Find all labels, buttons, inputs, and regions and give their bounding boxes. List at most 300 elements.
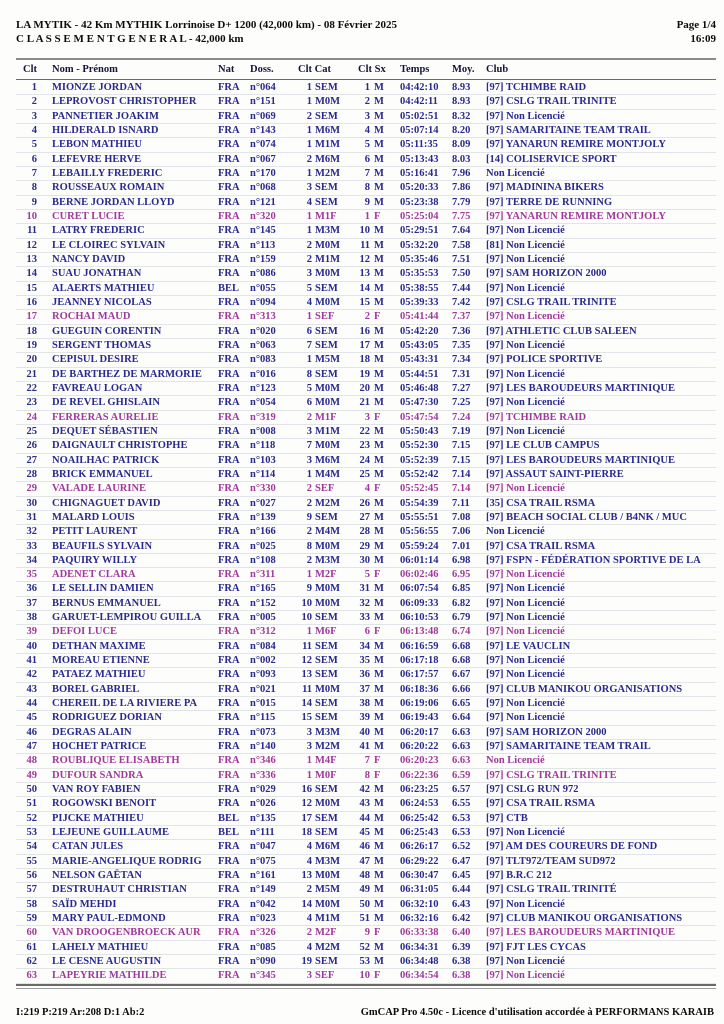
cell-rank: 11 — [27, 225, 37, 237]
cell-nationality: FRA — [218, 784, 240, 796]
cell-average-speed: 7.24 — [452, 411, 471, 423]
cell-category-rank: 2 M6M — [306, 153, 341, 165]
cell-average-speed: 6.38 — [452, 970, 471, 982]
cell-bib-number: n°145 — [250, 225, 276, 237]
cell-average-speed: 7.11 — [452, 497, 470, 509]
cell-average-speed: 6.42 — [452, 913, 471, 925]
cell-average-speed: 6.39 — [452, 941, 471, 953]
cell-category-rank: 4 SEM — [306, 196, 338, 208]
cell-bib-number: n°143 — [250, 124, 276, 136]
cell-name: CHIGNAGUET DAVID — [52, 497, 161, 509]
cell-nationality: FRA — [218, 956, 240, 968]
cell-rank: 6 — [31, 153, 37, 165]
document-header — [16, 18, 716, 46]
cell-category-rank: 3 M3M — [306, 726, 341, 738]
cell-bib-number: n°021 — [250, 683, 276, 695]
cell-category-rank: 10 M0M — [301, 597, 341, 609]
cell-sex-rank: 8 M — [364, 182, 384, 194]
cell-category-rank: 3 M0M — [306, 268, 341, 280]
cell-average-speed: 7.58 — [452, 239, 471, 251]
cell-category-rank: 14 SEM — [301, 698, 338, 710]
cell-club: [97] YANARUN REMIRE MONTJOLY — [486, 210, 666, 222]
cell-bib-number: n°170 — [250, 167, 276, 179]
cell-average-speed: 6.43 — [452, 898, 471, 910]
table-row — [16, 282, 716, 296]
cell-time: 05:11:35 — [400, 139, 438, 151]
cell-club: [97] Non Licencié — [486, 827, 565, 839]
cell-rank: 53 — [26, 827, 37, 839]
cell-nationality: FRA — [218, 153, 240, 165]
table-row — [16, 425, 716, 439]
cell-sex-rank: 7 F — [364, 755, 381, 767]
cell-club: Non Licencié — [486, 755, 545, 767]
cell-sex-rank: 25 M — [359, 468, 384, 480]
cell-sex-rank: 27 M — [359, 511, 384, 523]
cell-bib-number: n°067 — [250, 153, 276, 165]
table-row — [16, 454, 716, 468]
cell-average-speed: 6.44 — [452, 884, 471, 896]
cell-category-rank: 1 M2M — [306, 167, 341, 179]
cell-category-rank: 1 M1F — [306, 210, 337, 222]
cell-time: 06:31:05 — [400, 884, 439, 896]
cell-nationality: FRA — [218, 167, 240, 179]
table-row — [16, 654, 716, 668]
cell-category-rank: 1 M2F — [306, 569, 337, 581]
cell-bib-number: n°140 — [250, 741, 276, 753]
cell-bib-number: n°093 — [250, 669, 276, 681]
cell-time: 05:56:55 — [400, 526, 439, 538]
cell-rank: 20 — [26, 354, 37, 366]
cell-nationality: FRA — [218, 354, 240, 366]
cell-nationality: FRA — [218, 540, 240, 552]
cell-average-speed: 6.53 — [452, 812, 471, 824]
cell-name: PAQUIRY WILLY — [52, 554, 138, 566]
table-row — [16, 310, 716, 324]
cell-rank: 8 — [31, 182, 37, 194]
cell-rank: 60 — [26, 927, 37, 939]
cell-rank: 48 — [26, 755, 37, 767]
cell-rank: 44 — [26, 698, 37, 710]
cell-category-rank: 9 SEM — [306, 511, 338, 523]
cell-time: 06:23:25 — [400, 784, 439, 796]
col-header-name: Nom - Prénom — [52, 64, 118, 75]
cell-name: LEBAILLY FREDERIC — [52, 167, 163, 179]
cell-rank: 34 — [26, 554, 37, 566]
cell-nationality: FRA — [218, 440, 240, 452]
cell-bib-number: n°149 — [250, 884, 276, 896]
cell-average-speed: 7.96 — [452, 167, 471, 179]
cell-name: DE REVEL GHISLAIN — [52, 397, 160, 409]
table-row — [16, 81, 716, 95]
cell-rank: 17 — [26, 311, 37, 323]
cell-time: 05:47:30 — [400, 397, 439, 409]
cell-club: [97] CSLG TRAIL TRINITÉ — [486, 884, 617, 896]
cell-club: [97] CSLG TRAIL TRINITE — [486, 96, 617, 108]
cell-sex-rank: 26 M — [359, 497, 384, 509]
cell-club: [97] Non Licencié — [486, 583, 565, 595]
cell-rank: 22 — [26, 382, 37, 394]
cell-bib-number: n°159 — [250, 253, 276, 265]
cell-bib-number: n°165 — [250, 583, 276, 595]
table-row — [16, 411, 716, 425]
cell-club: [97] Non Licencié — [486, 597, 565, 609]
cell-average-speed: 6.47 — [452, 855, 471, 867]
cell-bib-number: n°139 — [250, 511, 276, 523]
cell-name: FAVREAU LOGAN — [52, 382, 143, 394]
table-row — [16, 296, 716, 310]
cell-average-speed: 7.75 — [452, 210, 471, 222]
cell-average-speed: 7.79 — [452, 196, 471, 208]
cell-nationality: FRA — [218, 454, 240, 466]
cell-average-speed: 6.53 — [452, 827, 471, 839]
table-row — [16, 525, 716, 539]
cell-bib-number: n°055 — [250, 282, 276, 294]
table-row — [16, 797, 716, 811]
cell-bib-number: n°113 — [250, 239, 276, 251]
cell-average-speed: 7.86 — [452, 182, 471, 194]
cell-bib-number: n°063 — [250, 339, 276, 351]
cell-nationality: FRA — [218, 597, 240, 609]
cell-name: ROUSSEAUX ROMAIN — [52, 182, 165, 194]
cell-sex-rank: 43 M — [359, 798, 384, 810]
cell-time: 05:39:33 — [400, 296, 439, 308]
cell-time: 06:01:14 — [400, 554, 439, 566]
cell-rank: 43 — [26, 683, 37, 695]
cell-club: [97] Non Licencié — [486, 712, 565, 724]
cell-name: CHEREIL DE LA RIVIERE PA — [52, 698, 198, 710]
col-header-cltsx: Clt Sx — [358, 64, 386, 75]
cell-sex-rank: 41 M — [359, 741, 384, 753]
table-row — [16, 898, 716, 912]
table-row — [16, 812, 716, 826]
cell-name: LAHELY MATHIEU — [52, 941, 149, 953]
cell-average-speed: 7.31 — [452, 368, 471, 380]
cell-rank: 14 — [26, 268, 37, 280]
cell-name: DETHAN MAXIME — [52, 640, 146, 652]
cell-sex-rank: 9 F — [364, 927, 381, 939]
footer-stats: I:219 P:219 Ar:208 D:1 Ab:2 — [16, 1007, 145, 1018]
cell-club: [97] Non Licencié — [486, 397, 565, 409]
cell-category-rank: 1 M3M — [306, 225, 341, 237]
cell-average-speed: 8.93 — [452, 96, 471, 108]
cell-average-speed: 7.37 — [452, 311, 471, 323]
cell-name: MALARD LOUIS — [52, 511, 135, 523]
table-row — [16, 926, 716, 940]
cell-time: 06:26:17 — [400, 841, 439, 853]
cell-club: [97] TCHIMBE RAID — [486, 411, 587, 423]
cell-average-speed: 7.44 — [452, 282, 471, 294]
cell-nationality: FRA — [218, 483, 240, 495]
cell-sex-rank: 7 M — [364, 167, 384, 179]
cell-sex-rank: 11 M — [360, 239, 384, 251]
cell-name: DAIGNAULT CHRISTOPHE — [52, 440, 188, 452]
col-header-moy: Moy. — [452, 64, 475, 75]
cell-nationality: FRA — [218, 698, 240, 710]
cell-average-speed: 6.45 — [452, 870, 471, 882]
cell-average-speed: 7.25 — [452, 397, 471, 409]
cell-category-rank: 1 M6M — [306, 124, 341, 136]
cell-category-rank: 15 SEM — [301, 712, 338, 724]
table-row — [16, 941, 716, 955]
cell-category-rank: 3 SEM — [306, 182, 338, 194]
cell-nationality: FRA — [218, 468, 240, 480]
cell-rank: 33 — [26, 540, 37, 552]
cell-bib-number: n°084 — [250, 640, 276, 652]
cell-sex-rank: 4 F — [364, 483, 381, 495]
cell-nationality: FRA — [218, 913, 240, 925]
table-row — [16, 253, 716, 267]
cell-time: 06:17:57 — [400, 669, 439, 681]
cell-name: ALAERTS MATHIEU — [52, 282, 155, 294]
cell-club: [97] ASSAUT SAINT-PIERRE — [486, 468, 624, 480]
cell-average-speed: 7.27 — [452, 382, 471, 394]
cell-time: 06:34:48 — [400, 956, 439, 968]
cell-bib-number: n°069 — [250, 110, 276, 122]
cell-bib-number: n°029 — [250, 784, 276, 796]
col-header-nat: Nat — [218, 64, 235, 75]
cell-rank: 52 — [26, 812, 37, 824]
cell-time: 06:18:36 — [400, 683, 439, 695]
cell-rank: 39 — [26, 626, 37, 638]
table-row — [16, 769, 716, 783]
cell-club: [97] CSA TRAIL RSMA — [486, 540, 596, 552]
table-row — [16, 196, 716, 210]
cell-name: DUFOUR SANDRA — [52, 769, 144, 781]
cell-category-rank: 17 SEM — [301, 812, 338, 824]
cell-rank: 36 — [26, 583, 37, 595]
cell-nationality: FRA — [218, 382, 240, 394]
cell-bib-number: n°086 — [250, 268, 276, 280]
table-header-row — [16, 58, 716, 80]
cell-club: [35] CSA TRAIL RSMA — [486, 497, 596, 509]
cell-bib-number: n°027 — [250, 497, 276, 509]
page-number: Page 1/4 — [676, 19, 716, 31]
cell-nationality: FRA — [218, 769, 240, 781]
table-row — [16, 683, 716, 697]
cell-time: 04:42:11 — [400, 96, 438, 108]
cell-sex-rank: 3 F — [364, 411, 381, 423]
cell-nationality: BEL — [218, 282, 240, 294]
cell-club: [97] CTB — [486, 812, 528, 824]
cell-category-rank: 1 M0F — [306, 769, 337, 781]
cell-sex-rank: 19 M — [359, 368, 384, 380]
cell-name: LEBON MATHIEU — [52, 139, 142, 151]
cell-club: [97] Non Licencié — [486, 368, 565, 380]
cell-name: LEJEUNE GUILLAUME — [52, 827, 169, 839]
table-row — [16, 224, 716, 238]
cell-bib-number: n°064 — [250, 82, 276, 93]
cell-sex-rank: 21 M — [359, 397, 384, 409]
cell-nationality: FRA — [218, 82, 240, 93]
cell-club: [97] FJT LES CYCAS — [486, 941, 586, 953]
cell-rank: 61 — [26, 941, 37, 953]
cell-bib-number: n°121 — [250, 196, 276, 208]
cell-time: 05:42:20 — [400, 325, 439, 337]
cell-club: [97] B.R.C 212 — [486, 870, 552, 882]
document-footer — [16, 1007, 714, 1018]
cell-time: 06:17:18 — [400, 655, 439, 667]
cell-nationality: FRA — [218, 970, 240, 982]
cell-sex-rank: 3 M — [364, 110, 384, 122]
cell-time: 06:20:17 — [400, 726, 439, 738]
cell-sex-rank: 17 M — [359, 339, 384, 351]
table-row — [16, 582, 716, 596]
cell-average-speed: 6.52 — [452, 841, 471, 853]
cell-sex-rank: 18 M — [359, 354, 384, 366]
cell-rank: 62 — [26, 956, 37, 968]
cell-name: PANNETIER JOAKIM — [52, 110, 159, 122]
cell-time: 05:41:44 — [400, 311, 439, 323]
cell-sex-rank: 2 F — [364, 311, 381, 323]
cell-average-speed: 6.40 — [452, 927, 471, 939]
table-row — [16, 883, 716, 897]
cell-bib-number: n°161 — [250, 870, 276, 882]
cell-name: DEQUET SÉBASTIEN — [52, 425, 158, 437]
cell-bib-number: n°311 — [250, 569, 276, 581]
cell-category-rank: 1 M1M — [306, 139, 341, 151]
cell-rank: 10 — [26, 210, 37, 222]
cell-club: [97] CSLG TRAIL TRINITE — [486, 296, 617, 308]
cell-club: [97] SAM HORIZON 2000 — [486, 726, 607, 738]
table-row — [16, 697, 716, 711]
table-row — [16, 969, 716, 983]
cell-name: RODRIGUEZ DORIAN — [52, 712, 162, 724]
cell-nationality: FRA — [218, 139, 240, 151]
cell-category-rank: 18 SEM — [301, 827, 338, 839]
table-row — [16, 625, 716, 639]
cell-sex-rank: 2 M — [364, 96, 384, 108]
cell-sex-rank: 1 M — [364, 82, 384, 93]
cell-club: [97] Non Licencié — [486, 483, 565, 495]
cell-bib-number: n°016 — [250, 368, 276, 380]
cell-name: BEAUFILS SYLVAIN — [52, 540, 153, 552]
cell-sex-rank: 33 M — [359, 612, 384, 624]
cell-sex-rank: 5 M — [364, 139, 384, 151]
cell-name: ROUBLIQUE ELISABETH — [52, 755, 180, 767]
cell-nationality: FRA — [218, 511, 240, 523]
table-row — [16, 840, 716, 854]
cell-rank: 37 — [26, 597, 37, 609]
cell-club: [97] LES BAROUDEURS MARTINIQUE — [486, 382, 675, 394]
cell-sex-rank: 30 M — [359, 554, 384, 566]
cell-nationality: FRA — [218, 612, 240, 624]
cell-name: ROCHAI MAUD — [52, 311, 131, 323]
cell-average-speed: 6.79 — [452, 612, 471, 624]
cell-bib-number: n°103 — [250, 454, 276, 466]
cell-time: 06:29:22 — [400, 855, 439, 867]
cell-sex-rank: 23 M — [359, 440, 384, 452]
cell-rank: 7 — [31, 167, 37, 179]
cell-category-rank: 13 SEM — [301, 669, 338, 681]
cell-bib-number: n°115 — [250, 712, 276, 724]
cell-category-rank: 5 SEM — [306, 282, 338, 294]
cell-nationality: FRA — [218, 855, 240, 867]
cell-bib-number: n°346 — [250, 755, 276, 767]
table-row — [16, 382, 716, 396]
cell-nationality: FRA — [218, 239, 240, 251]
cell-sex-rank: 31 M — [359, 583, 384, 595]
table-row — [16, 540, 716, 554]
cell-sex-rank: 12 M — [359, 253, 384, 265]
table-row — [16, 239, 716, 253]
cell-category-rank: 4 M2M — [306, 941, 341, 953]
cell-name: SAÏD MEHDI — [52, 898, 117, 910]
table-body — [16, 81, 716, 984]
cell-average-speed: 6.63 — [452, 755, 471, 767]
table-row — [16, 640, 716, 654]
cell-sex-rank: 32 M — [359, 597, 384, 609]
cell-category-rank: 4 M6M — [306, 841, 341, 853]
cell-rank: 28 — [26, 468, 37, 480]
cell-club: [97] Non Licencié — [486, 425, 565, 437]
cell-time: 06:34:54 — [400, 970, 439, 982]
cell-category-rank: 10 SEM — [301, 612, 338, 624]
col-header-club: Club — [486, 64, 509, 75]
cell-club: [97] Non Licencié — [486, 311, 565, 323]
cell-nationality: FRA — [218, 640, 240, 652]
cell-time: 05:16:41 — [400, 167, 439, 179]
cell-average-speed: 8.20 — [452, 124, 471, 136]
cell-nationality: FRA — [218, 669, 240, 681]
cell-club: [97] Non Licencié — [486, 698, 565, 710]
table-row — [16, 210, 716, 224]
cell-sex-rank: 36 M — [359, 669, 384, 681]
cell-average-speed: 8.93 — [452, 82, 471, 93]
cell-sex-rank: 51 M — [359, 913, 384, 925]
cell-category-rank: 8 SEM — [306, 368, 338, 380]
table-row — [16, 353, 716, 367]
cell-category-rank: 12 M0M — [301, 798, 341, 810]
cell-time: 06:24:53 — [400, 798, 439, 810]
cell-club: [14] COLISERVICE SPORT — [486, 153, 617, 165]
cell-time: 06:22:36 — [400, 769, 439, 781]
cell-time: 04:42:10 — [400, 82, 439, 93]
cell-sex-rank: 4 M — [364, 124, 384, 136]
cell-time: 05:35:53 — [400, 268, 439, 280]
cell-rank: 31 — [26, 511, 37, 523]
table-row — [16, 855, 716, 869]
cell-time: 05:07:14 — [400, 124, 439, 136]
cell-rank: 57 — [26, 884, 37, 896]
cell-category-rank: 19 SEM — [301, 956, 338, 968]
cell-time: 05:32:20 — [400, 239, 439, 251]
cell-sex-rank: 5 F — [364, 569, 381, 581]
cell-rank: 5 — [31, 139, 37, 151]
cell-name: CURET LUCIE — [52, 210, 125, 222]
cell-category-rank: 2 M4M — [306, 526, 341, 538]
cell-nationality: FRA — [218, 311, 240, 323]
cell-average-speed: 7.14 — [452, 483, 471, 495]
cell-bib-number: n°326 — [250, 927, 276, 939]
table-row — [16, 325, 716, 339]
cell-name: SERGENT THOMAS — [52, 339, 152, 351]
cell-time: 05:13:43 — [400, 153, 439, 165]
cell-sex-rank: 50 M — [359, 898, 384, 910]
cell-sex-rank: 35 M — [359, 655, 384, 667]
cell-name: NANCY DAVID — [52, 253, 126, 265]
cell-rank: 30 — [26, 497, 37, 509]
cell-bib-number: n°123 — [250, 382, 276, 394]
cell-rank: 41 — [26, 655, 37, 667]
cell-bib-number: n°085 — [250, 941, 276, 953]
cell-rank: 38 — [26, 612, 37, 624]
cell-average-speed: 7.36 — [452, 325, 471, 337]
cell-average-speed: 7.15 — [452, 440, 471, 452]
cell-nationality: FRA — [218, 124, 240, 136]
cell-club: [97] AM DES COUREURS DE FOND — [486, 841, 658, 853]
cell-sex-rank: 40 M — [359, 726, 384, 738]
table-row — [16, 339, 716, 353]
